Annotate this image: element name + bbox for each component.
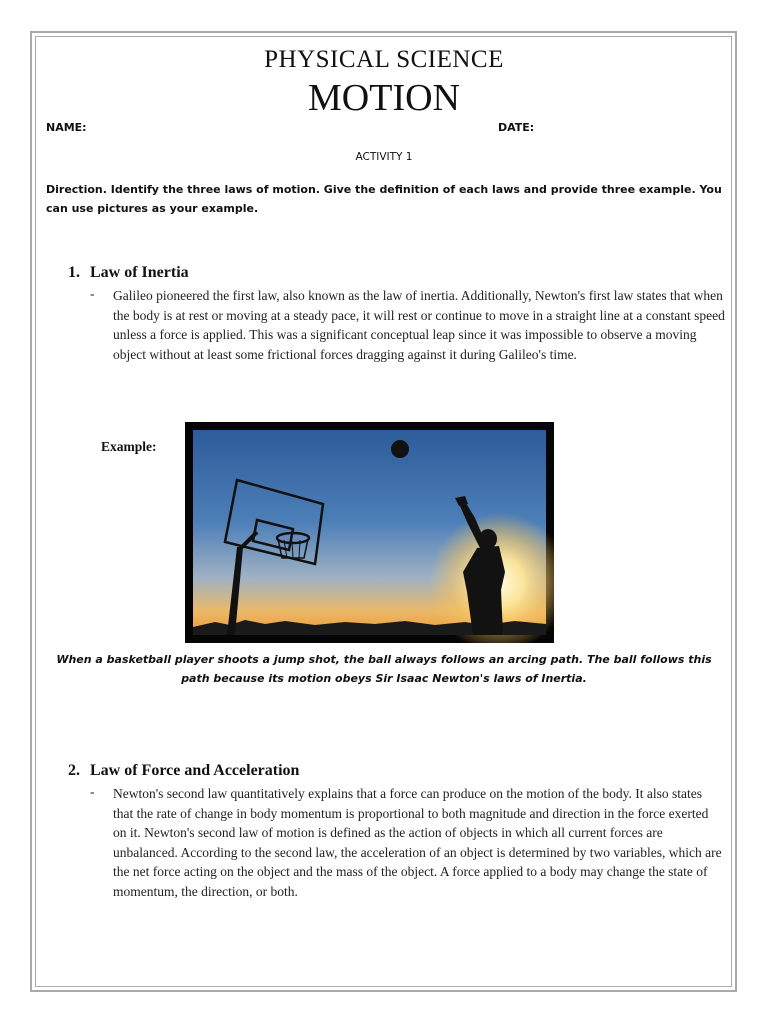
- date-label: DATE:: [498, 121, 535, 134]
- example-caption: When a basketball player shoots a jump shot, the ball always follows an arcing path. The ball follows this path because its motion obeys Sir Isaac Newton's laws of Inertia.: [56, 653, 712, 685]
- law-2-title: Law of Force and Acceleration: [90, 762, 300, 779]
- example-photo: [185, 422, 554, 643]
- law-1-number: 1.: [68, 264, 80, 281]
- activity-heading: ACTIVITY 1: [355, 151, 413, 163]
- law-2-heading: [68, 762, 299, 780]
- law-1-bullet: -: [90, 286, 95, 301]
- law-1-heading: [68, 264, 189, 282]
- basketball-silhouette-image: [185, 422, 554, 643]
- name-label: NAME:: [46, 121, 87, 134]
- law-1-text: Galileo pioneered the first law, also known as the law of inertia. Additionally, Newton's first law states that when the body is at rest or moving at a steady pace, it will rest or continue to move in a straight line at a constant speed unless a force is applied. This was a significant conceptual leap since it was impossible to observe a moving object without at least some frictional forces dragging against it during Galileo's time.: [113, 288, 725, 362]
- law-2-number: 2.: [68, 762, 80, 779]
- law-1-title: Law of Inertia: [90, 264, 189, 281]
- example-label: Example:: [101, 439, 157, 454]
- law-2-text: Newton's second law quantitatively explains that a force can produce on the motion of the body. It also states that the rate of change in body momentum is proportional to both magnitude and direction in the force exerted on it. Newton's second law of motion is defined as the action of objects in which all current forces are unbalanced. According to the second law, the acceleration of an object is determined by two variables, which are the net force acting on the object and the mass of the object. A force applied to a body may change the state of momentum, the direction, or both.: [113, 786, 722, 899]
- law-2-bullet: -: [90, 784, 95, 799]
- page-title: MOTION: [308, 77, 460, 119]
- direction-text: Direction. Identify the three laws of motion. Give the definition of each laws and provide three example. You can use pictures as your example.: [46, 183, 722, 215]
- subject-heading: PHYSICAL SCIENCE: [264, 46, 504, 73]
